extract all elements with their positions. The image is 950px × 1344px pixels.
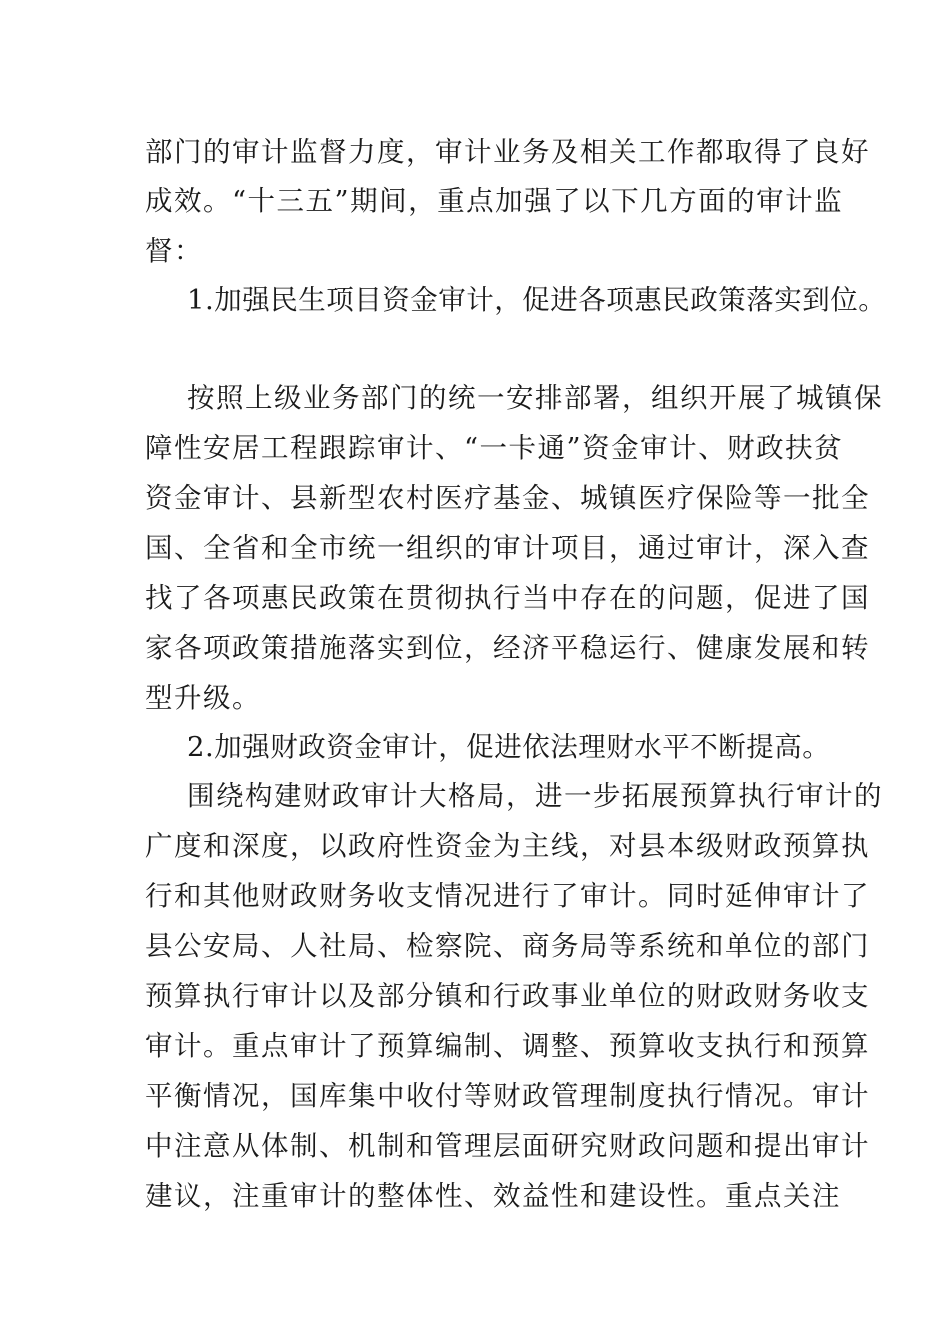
text-line-3: 督：	[145, 235, 203, 267]
section-heading-1: 1.加强民生项目资金审计，促进各项惠民政策落实到位。	[187, 284, 887, 316]
text-line-17: 预算执行审计以及部分镇和行政事业单位的财政财务收支	[145, 980, 870, 1012]
text-line-5: 按照上级业务部门的统一安排部署，组织开展了城镇保	[187, 382, 883, 414]
text-line-2: 成效。“十三五”期间，重点加强了以下几方面的审计监	[145, 185, 844, 217]
text-line-14: 广度和深度，以政府性资金为主线，对县本级财政预算执	[145, 830, 870, 862]
text-line-16: 县公安局、人社局、检察院、商务局等系统和单位的部门	[145, 930, 870, 962]
text-line-7: 资金审计、县新型农村医疗基金、城镇医疗保险等一批全	[145, 482, 870, 514]
text-line-10: 家各项政策措施落实到位，经济平稳运行、健康发展和转	[145, 632, 870, 664]
section-heading-2: 2.加强财政资金审计，促进依法理财水平不断提高。	[187, 731, 831, 763]
text-line-20: 中注意从体制、机制和管理层面研究财政问题和提出审计	[145, 1130, 870, 1162]
text-line-13: 围绕构建财政审计大格局，进一步拓展预算执行审计的	[187, 780, 883, 812]
text-line-15: 行和其他财政财务收支情况进行了审计。同时延伸审计了	[145, 880, 870, 912]
text-line-1: 部门的审计监督力度，审计业务及相关工作都取得了良好	[145, 136, 870, 168]
text-line-6: 障性安居工程跟踪审计、“一卡通”资金审计、财政扶贫	[145, 432, 844, 464]
text-line-9: 找了各项惠民政策在贯彻执行当中存在的问题，促进了国	[145, 582, 870, 614]
text-line-21: 建议，注重审计的整体性、效益性和建设性。重点关注	[145, 1180, 841, 1212]
text-line-8: 国、全省和全市统一组织的审计项目，通过审计，深入查	[145, 532, 870, 564]
text-line-18: 审计。重点审计了预算编制、调整、预算收支执行和预算	[145, 1030, 870, 1062]
text-line-11: 型升级。	[145, 682, 261, 714]
text-line-19: 平衡情况，国库集中收付等财政管理制度执行情况。审计	[145, 1080, 870, 1112]
